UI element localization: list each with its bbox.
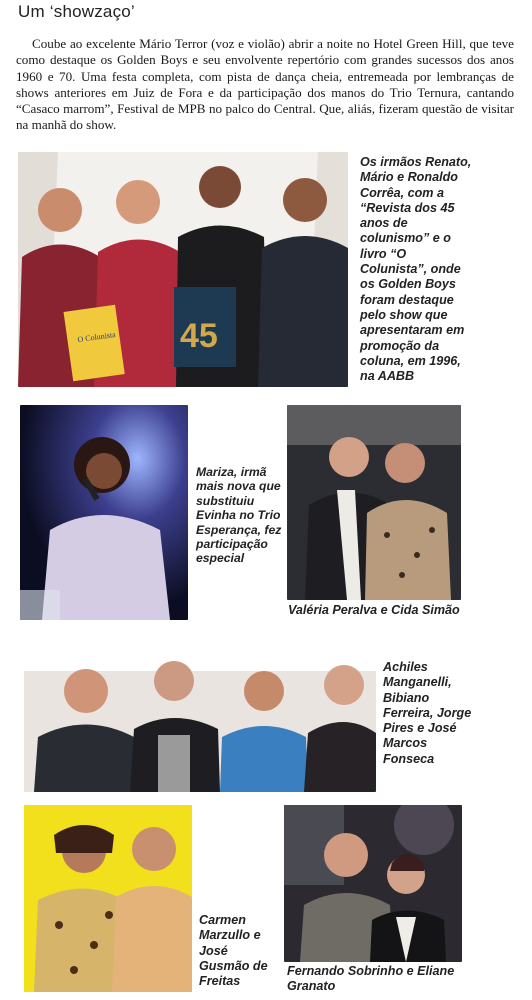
- article-title: Um ‘showzaço’: [18, 2, 135, 21]
- photo-mariza: [20, 405, 188, 620]
- photo-fernando-eliane: [284, 805, 462, 962]
- magazine-number: 45: [180, 317, 218, 355]
- photo-valeria-cida: [287, 405, 461, 600]
- article-body: Coube ao excelente Mário Terror (voz e violão) abrir a noite no Hotel Green Hill, que teve como destaque os Golden Boys e seu envolvente repertório com grandes sucessos dos anos 1960 e 70. Uma festa completa, com pista de dança cheia, entremeada por lembranças de shows anteriores em Juiz de Fora e da participação dos manos do Trio Ternura, cantando “Casaco marrom”, Festival de MPB no palco do Central. Que, aliás, fizeram questão de visitar na manhã do show.: [16, 36, 514, 133]
- caption-mariza: Mariza, irmã mais nova que substituiu Evinha no Trio Esperança, fez participação especial: [196, 465, 282, 566]
- caption-golden-boys: Os irmãos Renato, Mário e Ronaldo Corrêa, com a “Revista dos 45 anos de colunismo” e o livro “O Colunista”, onde os Golden Boys foram destaque pelo show que apresentaram em promoção da coluna, em 1996, na AABB: [360, 155, 472, 384]
- photo-four-men: [24, 637, 376, 792]
- caption-carmen-jose: Carmen Marzullo e José Gusmão de Freitas: [199, 913, 268, 989]
- photo-golden-boys: [18, 152, 348, 387]
- photo-carmen-jose: [24, 805, 192, 992]
- caption-fernando-eliane: Fernando Sobrinho e Eliane Granato: [287, 964, 455, 994]
- caption-valeria-cida: Valéria Peralva e Cida Simão: [288, 603, 460, 617]
- caption-four-men: Achiles Manganelli, Bibiano Ferreira, Jorge Pires e José Marcos Fonseca: [383, 660, 472, 766]
- book-title: O Colunista: [76, 329, 117, 345]
